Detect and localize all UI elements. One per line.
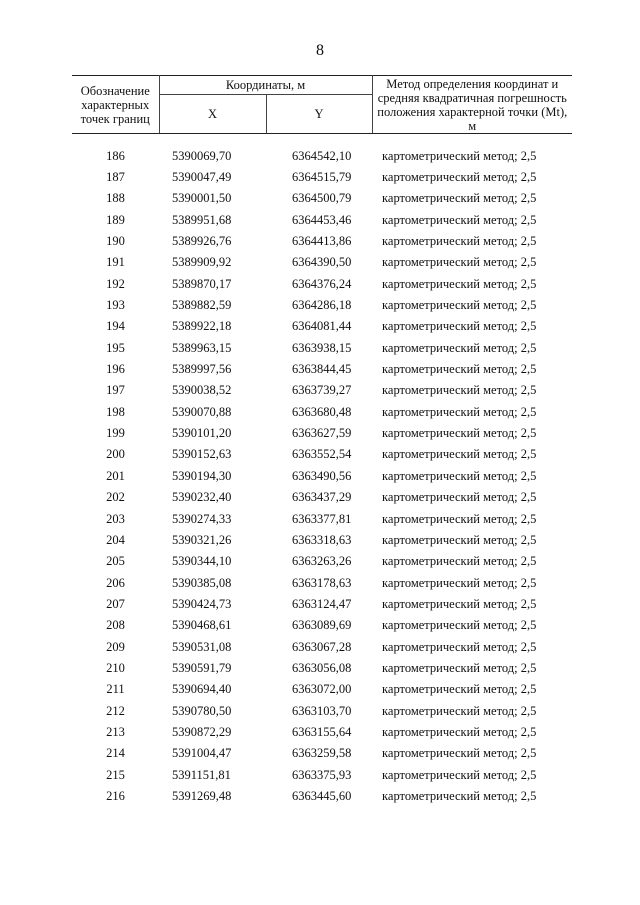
x-coordinate-cell: 5389951,68 <box>172 212 232 227</box>
point-number-cell: 213 <box>106 724 125 739</box>
point-number-cell: 197 <box>106 383 125 398</box>
method-cell: картометрический метод; 2,5 <box>382 767 537 782</box>
y-coordinate-cell: 6364413,86 <box>292 234 352 249</box>
x-coordinate-cell: 5390047,49 <box>172 170 232 185</box>
table-row <box>72 487 572 508</box>
point-number-cell: 214 <box>106 746 125 761</box>
point-number-cell: 206 <box>106 575 125 590</box>
x-coordinate-cell: 5390069,70 <box>172 148 232 163</box>
point-number-cell: 202 <box>106 490 125 505</box>
y-coordinate-cell: 6363680,48 <box>292 404 352 419</box>
table-row <box>72 764 572 785</box>
y-coordinate-cell: 6364500,79 <box>292 191 352 206</box>
method-cell: картометрический метод; 2,5 <box>382 212 537 227</box>
method-cell: картометрический метод; 2,5 <box>382 554 537 569</box>
method-cell: картометрический метод; 2,5 <box>382 703 537 718</box>
table-row <box>72 316 572 337</box>
method-cell: картометрический метод; 2,5 <box>382 532 537 547</box>
x-coordinate-cell: 5389909,92 <box>172 255 232 270</box>
method-cell: картометрический метод; 2,5 <box>382 788 537 803</box>
y-coordinate-cell: 6363124,47 <box>292 596 352 611</box>
header-method: Метод определения координат и средняя квадратичная погрешность положения характерной точки (Mt), м <box>372 76 572 134</box>
method-cell: картометрический метод; 2,5 <box>382 362 537 377</box>
x-coordinate-cell: 5390385,08 <box>172 575 232 590</box>
x-coordinate-cell: 5390274,33 <box>172 511 232 526</box>
x-coordinate-cell: 5391269,48 <box>172 788 232 803</box>
x-coordinate-cell: 5390152,63 <box>172 447 232 462</box>
coordinates-table <box>72 75 572 807</box>
header-coordinates: Координаты, м <box>159 76 372 95</box>
x-coordinate-cell: 5390780,50 <box>172 703 232 718</box>
point-number-cell: 200 <box>106 447 125 462</box>
y-coordinate-cell: 6364542,10 <box>292 148 352 163</box>
y-coordinate-cell: 6363072,00 <box>292 682 352 697</box>
x-coordinate-cell: 5390321,26 <box>172 532 232 547</box>
method-cell: картометрический метод; 2,5 <box>382 234 537 249</box>
header-x: X <box>159 95 266 134</box>
point-number-cell: 193 <box>106 298 125 313</box>
point-number-cell: 199 <box>106 426 125 441</box>
table-row <box>72 188 572 209</box>
point-number-cell: 203 <box>106 511 125 526</box>
table-row <box>72 679 572 700</box>
point-number-cell: 192 <box>106 276 125 291</box>
method-cell: картометрический метод; 2,5 <box>382 490 537 505</box>
point-number-cell: 205 <box>106 554 125 569</box>
point-number-cell: 186 <box>106 148 125 163</box>
y-coordinate-cell: 6364376,24 <box>292 276 352 291</box>
x-coordinate-cell: 5390344,10 <box>172 554 232 569</box>
point-number-cell: 209 <box>106 639 125 654</box>
table-body <box>72 134 572 807</box>
y-coordinate-cell: 6363437,29 <box>292 490 352 505</box>
point-number-cell: 194 <box>106 319 125 334</box>
header-y: Y <box>266 95 372 134</box>
method-cell: картометрический метод; 2,5 <box>382 682 537 697</box>
y-coordinate-cell: 6363844,45 <box>292 362 352 377</box>
table-row <box>72 465 572 486</box>
x-coordinate-cell: 5389963,15 <box>172 340 232 355</box>
x-coordinate-cell: 5389870,17 <box>172 276 232 291</box>
method-cell: картометрический метод; 2,5 <box>382 426 537 441</box>
point-number-cell: 190 <box>106 234 125 249</box>
table-row <box>72 273 572 294</box>
y-coordinate-cell: 6363067,28 <box>292 639 352 654</box>
method-cell: картометрический метод; 2,5 <box>382 639 537 654</box>
table-row <box>72 294 572 315</box>
table-row <box>72 401 572 422</box>
table-row <box>72 337 572 358</box>
table-row <box>72 380 572 401</box>
method-cell: картометрический метод; 2,5 <box>382 383 537 398</box>
table-row <box>72 551 572 572</box>
point-number-cell: 216 <box>106 788 125 803</box>
point-number-cell: 215 <box>106 767 125 782</box>
table-row <box>72 230 572 251</box>
y-coordinate-cell: 6363938,15 <box>292 340 352 355</box>
method-cell: картометрический метод; 2,5 <box>382 746 537 761</box>
x-coordinate-cell: 5390591,79 <box>172 660 232 675</box>
method-cell: картометрический метод; 2,5 <box>382 255 537 270</box>
y-coordinate-cell: 6363155,64 <box>292 724 352 739</box>
x-coordinate-cell: 5390232,40 <box>172 490 232 505</box>
table-row <box>72 358 572 379</box>
y-coordinate-cell: 6363259,58 <box>292 746 352 761</box>
point-number-cell: 198 <box>106 404 125 419</box>
method-cell: картометрический метод; 2,5 <box>382 404 537 419</box>
y-coordinate-cell: 6363552,54 <box>292 447 352 462</box>
point-number-cell: 191 <box>106 255 125 270</box>
method-cell: картометрический метод; 2,5 <box>382 170 537 185</box>
x-coordinate-cell: 5390001,50 <box>172 191 232 206</box>
x-coordinate-cell: 5391004,47 <box>172 746 232 761</box>
method-cell: картометрический метод; 2,5 <box>382 148 537 163</box>
table-row <box>72 785 572 806</box>
table-row <box>72 252 572 273</box>
x-coordinate-cell: 5390872,29 <box>172 724 232 739</box>
x-coordinate-cell: 5389926,76 <box>172 234 232 249</box>
table-row <box>72 209 572 230</box>
method-cell: картометрический метод; 2,5 <box>382 298 537 313</box>
y-coordinate-cell: 6363490,56 <box>292 468 352 483</box>
y-coordinate-cell: 6363263,26 <box>292 554 352 569</box>
table-row <box>72 145 572 166</box>
point-number-cell: 207 <box>106 596 125 611</box>
point-number-cell: 211 <box>106 682 125 697</box>
table-row <box>72 593 572 614</box>
table-row <box>72 444 572 465</box>
point-number-cell: 210 <box>106 660 125 675</box>
method-cell: картометрический метод; 2,5 <box>382 468 537 483</box>
point-number-cell: 188 <box>106 191 125 206</box>
y-coordinate-cell: 6363103,70 <box>292 703 352 718</box>
method-cell: картометрический метод; 2,5 <box>382 660 537 675</box>
table-row <box>72 422 572 443</box>
y-coordinate-cell: 6363318,63 <box>292 532 352 547</box>
y-coordinate-cell: 6364453,46 <box>292 212 352 227</box>
y-coordinate-cell: 6363377,81 <box>292 511 352 526</box>
method-cell: картометрический метод; 2,5 <box>382 596 537 611</box>
method-cell: картометрический метод; 2,5 <box>382 575 537 590</box>
point-number-cell: 208 <box>106 618 125 633</box>
y-coordinate-cell: 6363089,69 <box>292 618 352 633</box>
y-coordinate-cell: 6363445,60 <box>292 788 352 803</box>
x-coordinate-cell: 5390194,30 <box>172 468 232 483</box>
table-row <box>72 572 572 593</box>
point-number-cell: 201 <box>106 468 125 483</box>
x-coordinate-cell: 5390101,20 <box>172 426 232 441</box>
table-row <box>72 529 572 550</box>
y-coordinate-cell: 6364390,50 <box>292 255 352 270</box>
y-coordinate-cell: 6364286,18 <box>292 298 352 313</box>
header-point-designation: Обозначение характерных точек границ <box>72 76 159 134</box>
y-coordinate-cell: 6363056,08 <box>292 660 352 675</box>
y-coordinate-cell: 6364081,44 <box>292 319 352 334</box>
y-coordinate-cell: 6363739,27 <box>292 383 352 398</box>
y-coordinate-cell: 6363627,59 <box>292 426 352 441</box>
method-cell: картометрический метод; 2,5 <box>382 511 537 526</box>
x-coordinate-cell: 5389882,59 <box>172 298 232 313</box>
point-number-cell: 204 <box>106 532 125 547</box>
table-row <box>72 166 572 187</box>
x-coordinate-cell: 5390468,61 <box>172 618 232 633</box>
method-cell: картометрический метод; 2,5 <box>382 319 537 334</box>
method-cell: картометрический метод; 2,5 <box>382 618 537 633</box>
point-number-cell: 189 <box>106 212 125 227</box>
x-coordinate-cell: 5390038,52 <box>172 383 232 398</box>
x-coordinate-cell: 5390694,40 <box>172 682 232 697</box>
point-number-cell: 196 <box>106 362 125 377</box>
table-row <box>72 721 572 742</box>
table-row <box>72 657 572 678</box>
x-coordinate-cell: 5391151,81 <box>172 767 231 782</box>
table-row <box>72 700 572 721</box>
method-cell: картометрический метод; 2,5 <box>382 340 537 355</box>
table-row <box>72 615 572 636</box>
point-number-cell: 195 <box>106 340 125 355</box>
table-row <box>72 743 572 764</box>
x-coordinate-cell: 5390070,88 <box>172 404 232 419</box>
page-number: 8 <box>316 42 324 59</box>
x-coordinate-cell: 5390531,08 <box>172 639 232 654</box>
table-row <box>72 636 572 657</box>
method-cell: картометрический метод; 2,5 <box>382 447 537 462</box>
method-cell: картометрический метод; 2,5 <box>382 191 537 206</box>
x-coordinate-cell: 5390424,73 <box>172 596 232 611</box>
x-coordinate-cell: 5389997,56 <box>172 362 232 377</box>
table-row <box>72 508 572 529</box>
point-number-cell: 212 <box>106 703 125 718</box>
y-coordinate-cell: 6363375,93 <box>292 767 352 782</box>
method-cell: картометрический метод; 2,5 <box>382 724 537 739</box>
x-coordinate-cell: 5389922,18 <box>172 319 232 334</box>
point-number-cell: 187 <box>106 170 125 185</box>
method-cell: картометрический метод; 2,5 <box>382 276 537 291</box>
y-coordinate-cell: 6363178,63 <box>292 575 352 590</box>
table-header <box>72 76 572 134</box>
y-coordinate-cell: 6364515,79 <box>292 170 352 185</box>
